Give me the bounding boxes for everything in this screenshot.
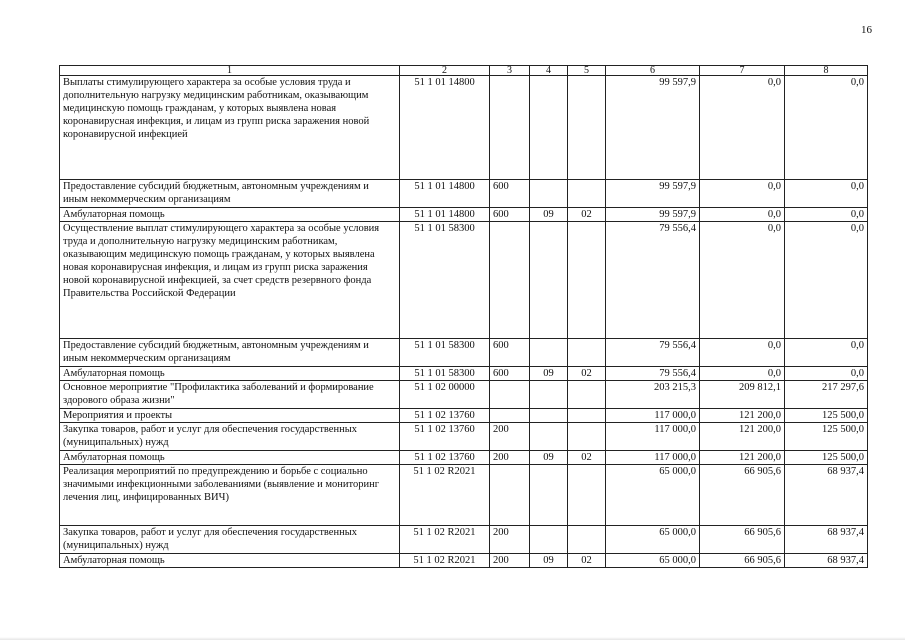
row-col3 <box>490 76 530 180</box>
row-name: Амбулаторная помощь <box>60 554 400 568</box>
column-header: 6 <box>606 66 700 76</box>
row-code: 51 1 01 14800 <box>400 208 490 222</box>
row-code: 51 1 02 R2021 <box>400 465 490 526</box>
row-value-6: 79 556,4 <box>606 367 700 381</box>
table-row <box>60 465 868 526</box>
row-value-7: 0,0 <box>700 367 785 381</box>
row-code: 51 1 02 00000 <box>400 381 490 409</box>
row-col4: 09 <box>530 451 568 465</box>
row-col4 <box>530 526 568 554</box>
row-name: Мероприятия и проекты <box>60 409 400 423</box>
table-row <box>60 222 868 339</box>
page-number: 16 <box>861 24 872 36</box>
row-value-8: 217 297,6 <box>785 381 868 409</box>
column-header: 4 <box>530 66 568 76</box>
row-col5: 02 <box>568 208 606 222</box>
row-col5 <box>568 423 606 451</box>
row-value-8: 0,0 <box>785 367 868 381</box>
row-name: Реализация мероприятий по предупреждению и борьбе с социально значимыми инфекционными заболеваниями (выявление и мониторинг лечения лиц, инфицированных ВИЧ) <box>60 465 400 526</box>
row-code: 51 1 01 14800 <box>400 76 490 180</box>
row-col5 <box>568 526 606 554</box>
row-col3: 200 <box>490 451 530 465</box>
row-name: Закупка товаров, работ и услуг для обеспечения государственных (муниципальных) нужд <box>60 423 400 451</box>
row-code: 51 1 01 58300 <box>400 339 490 367</box>
row-code: 51 1 01 58300 <box>400 367 490 381</box>
row-name: Выплаты стимулирующего характера за особые условия труда и дополнительную нагрузку медицинским работникам, оказывающим медицинскую помощь гражданам, у которых выявлена новая коронавирусная инфекция, и лицам из групп риска заражения новой коронавирусной инфекцией <box>60 76 400 180</box>
row-value-8: 0,0 <box>785 208 868 222</box>
table-row <box>60 554 868 568</box>
row-code: 51 1 02 R2021 <box>400 526 490 554</box>
row-col3: 200 <box>490 554 530 568</box>
row-value-6: 79 556,4 <box>606 222 700 339</box>
row-col4: 09 <box>530 554 568 568</box>
row-name: Закупка товаров, работ и услуг для обеспечения государственных (муниципальных) нужд <box>60 526 400 554</box>
row-name: Амбулаторная помощь <box>60 451 400 465</box>
table-row <box>60 423 868 451</box>
row-value-7: 66 905,6 <box>700 465 785 526</box>
row-col5: 02 <box>568 554 606 568</box>
row-col4 <box>530 423 568 451</box>
row-col5: 02 <box>568 367 606 381</box>
row-col4 <box>530 180 568 208</box>
column-header: 7 <box>700 66 785 76</box>
row-value-8: 0,0 <box>785 339 868 367</box>
column-header: 8 <box>785 66 868 76</box>
row-col4: 09 <box>530 208 568 222</box>
row-value-6: 99 597,9 <box>606 208 700 222</box>
row-name: Предоставление субсидий бюджетным, автономным учреждениям и иным некоммерческим организациям <box>60 180 400 208</box>
row-name: Предоставление субсидий бюджетным, автономным учреждениям и иным некоммерческим организациям <box>60 339 400 367</box>
table-body <box>60 66 868 568</box>
row-col3 <box>490 465 530 526</box>
row-col3 <box>490 222 530 339</box>
column-header-row <box>60 66 868 76</box>
table-row <box>60 339 868 367</box>
row-col5 <box>568 222 606 339</box>
row-col4: 09 <box>530 367 568 381</box>
row-col4 <box>530 409 568 423</box>
row-value-6: 65 000,0 <box>606 554 700 568</box>
row-value-8: 125 500,0 <box>785 451 868 465</box>
row-value-6: 117 000,0 <box>606 423 700 451</box>
row-code: 51 1 02 R2021 <box>400 554 490 568</box>
row-value-8: 125 500,0 <box>785 409 868 423</box>
row-value-7: 121 200,0 <box>700 423 785 451</box>
table-row <box>60 526 868 554</box>
row-code: 51 1 01 14800 <box>400 180 490 208</box>
column-header: 2 <box>400 66 490 76</box>
row-value-8: 68 937,4 <box>785 554 868 568</box>
row-value-6: 203 215,3 <box>606 381 700 409</box>
row-value-8: 125 500,0 <box>785 423 868 451</box>
table-row <box>60 180 868 208</box>
row-value-7: 121 200,0 <box>700 409 785 423</box>
row-col5 <box>568 465 606 526</box>
row-col5 <box>568 339 606 367</box>
row-name: Осуществление выплат стимулирующего характера за особые условия труда и дополнительную нагрузку медицинским работникам, оказывающим медицинскую помощь гражданам, у которых выявлена новая коронавирусная инфекция, и лицам из групп риска заражения новой коронавирусной инфекцией, за счет средств резервного фонда Правительства Российской Федерации <box>60 222 400 339</box>
row-col3 <box>490 381 530 409</box>
row-col3: 600 <box>490 367 530 381</box>
row-code: 51 1 01 58300 <box>400 222 490 339</box>
row-value-6: 99 597,9 <box>606 180 700 208</box>
row-value-7: 0,0 <box>700 208 785 222</box>
row-value-8: 68 937,4 <box>785 526 868 554</box>
row-col3: 600 <box>490 208 530 222</box>
row-col5 <box>568 76 606 180</box>
row-value-6: 65 000,0 <box>606 526 700 554</box>
row-col4 <box>530 465 568 526</box>
row-col5 <box>568 409 606 423</box>
row-col4 <box>530 339 568 367</box>
row-value-8: 68 937,4 <box>785 465 868 526</box>
table-row <box>60 409 868 423</box>
row-value-7: 121 200,0 <box>700 451 785 465</box>
table-row <box>60 367 868 381</box>
row-value-7: 66 905,6 <box>700 526 785 554</box>
row-value-6: 117 000,0 <box>606 451 700 465</box>
row-col3 <box>490 409 530 423</box>
column-header: 1 <box>60 66 400 76</box>
row-col4 <box>530 76 568 180</box>
row-col3: 600 <box>490 180 530 208</box>
row-value-7: 0,0 <box>700 76 785 180</box>
row-col5 <box>568 180 606 208</box>
row-col3: 200 <box>490 423 530 451</box>
row-name: Амбулаторная помощь <box>60 367 400 381</box>
row-value-7: 209 812,1 <box>700 381 785 409</box>
row-value-6: 99 597,9 <box>606 76 700 180</box>
row-name: Амбулаторная помощь <box>60 208 400 222</box>
row-value-6: 79 556,4 <box>606 339 700 367</box>
table-row <box>60 208 868 222</box>
row-col5 <box>568 381 606 409</box>
row-value-6: 65 000,0 <box>606 465 700 526</box>
row-name: Основное мероприятие "Профилактика заболеваний и формирование здорового образа жизни" <box>60 381 400 409</box>
row-value-7: 0,0 <box>700 222 785 339</box>
column-header: 3 <box>490 66 530 76</box>
budget-table <box>59 65 868 568</box>
row-col4 <box>530 381 568 409</box>
row-code: 51 1 02 13760 <box>400 409 490 423</box>
row-value-6: 117 000,0 <box>606 409 700 423</box>
table-row <box>60 76 868 180</box>
row-code: 51 1 02 13760 <box>400 451 490 465</box>
table-row <box>60 381 868 409</box>
row-value-7: 66 905,6 <box>700 554 785 568</box>
row-value-7: 0,0 <box>700 339 785 367</box>
column-header: 5 <box>568 66 606 76</box>
table-row <box>60 451 868 465</box>
row-value-8: 0,0 <box>785 76 868 180</box>
row-value-7: 0,0 <box>700 180 785 208</box>
row-col4 <box>530 222 568 339</box>
row-col3: 600 <box>490 339 530 367</box>
row-code: 51 1 02 13760 <box>400 423 490 451</box>
row-value-8: 0,0 <box>785 222 868 339</box>
row-value-8: 0,0 <box>785 180 868 208</box>
row-col3: 200 <box>490 526 530 554</box>
row-col5: 02 <box>568 451 606 465</box>
